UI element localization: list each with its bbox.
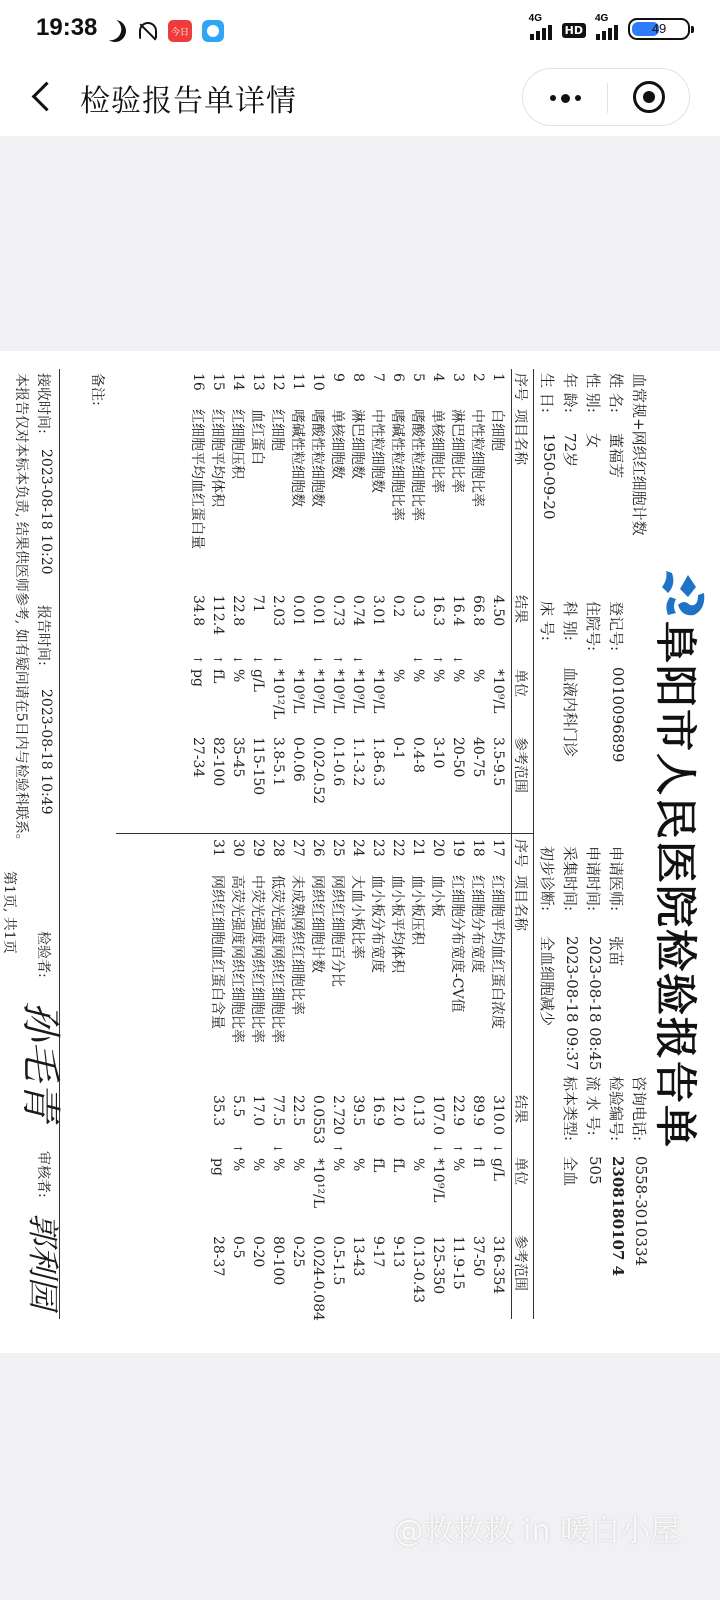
close-mini-program-button[interactable] [633, 81, 665, 113]
abnormal-flag: ↑ [231, 1144, 245, 1154]
table-row [448, 373, 468, 833]
col-range-right: 参考范围 [512, 1235, 528, 1291]
table-row [288, 373, 308, 833]
abnormal-flag: ↓ [491, 1144, 505, 1154]
reference-range: 37-50 [470, 1236, 486, 1277]
reference-range: 0.13-0.43 [410, 1236, 426, 1304]
hospital-logo-icon [660, 569, 712, 619]
result-value: 107.0 [430, 1095, 446, 1136]
abnormal-flag [288, 1144, 308, 1158]
unit: % [430, 669, 446, 683]
flow-no-value: 505 [586, 1156, 604, 1185]
doctor-value: 张苗 [607, 936, 625, 967]
result-value: 5.5 [230, 1095, 246, 1118]
table-row [208, 373, 228, 833]
signal-icon-2: 4G [596, 19, 618, 40]
result-value: 16.4 [450, 595, 466, 627]
reference-range: 0.024-0.084 [310, 1236, 326, 1321]
unit: g/L [490, 1158, 506, 1181]
reference-range: 9-17 [370, 1236, 386, 1268]
table-row [408, 839, 428, 1332]
unit: fL [390, 1158, 406, 1173]
unit: fl [470, 1158, 486, 1168]
item-name: 单核细胞比率 [429, 409, 445, 493]
abnormal-flag [468, 655, 488, 669]
item-name: 红细胞分布宽度 [469, 875, 485, 973]
item-name: 红细胞平均体积 [209, 409, 225, 507]
table-top-border [533, 369, 534, 1319]
abnormal-flag [288, 655, 308, 669]
row-number: 20 [430, 839, 446, 857]
reference-range: 316-354 [490, 1236, 506, 1295]
result-value: 0.2 [390, 595, 406, 618]
row-number: 7 [370, 373, 386, 382]
unit: *10¹²/L [310, 1158, 326, 1209]
table-row [468, 839, 488, 1332]
unit: % [390, 669, 406, 683]
row-number: 6 [390, 373, 406, 382]
signal-icon: 4G [530, 19, 552, 40]
reference-range: 0.02-0.52 [310, 737, 326, 805]
table-row [228, 373, 248, 833]
results-table-right [208, 839, 508, 1332]
result-value: 0.01 [310, 595, 326, 627]
result-value: 22.9 [450, 1095, 466, 1127]
table-row [228, 839, 248, 1332]
result-value: 112.4 [210, 595, 226, 636]
row-number: 10 [310, 373, 326, 391]
row-number: 15 [210, 373, 226, 391]
reference-range: 40-75 [470, 737, 486, 778]
table-row [408, 373, 428, 833]
table-row [388, 839, 408, 1332]
table-row [268, 373, 288, 833]
result-value: 22.5 [290, 1095, 306, 1127]
unit: *10¹²/L [270, 669, 286, 720]
diagnosis-value: 全血细胞减少 [538, 936, 556, 1027]
abnormal-flag [348, 1144, 368, 1158]
row-number: 30 [230, 839, 246, 857]
unit: g/L [250, 669, 266, 692]
table-row [388, 373, 408, 833]
battery-icon [628, 18, 690, 40]
item-name: 嗜酸性粒细胞比率 [409, 409, 425, 521]
item-name: 红细胞平均血红蛋白量 [189, 409, 205, 549]
abnormal-flag [488, 655, 508, 669]
unit: *10⁹/L [490, 669, 506, 714]
table-row [348, 373, 368, 833]
reference-range: 0-25 [290, 1236, 306, 1268]
abnormal-flag [368, 1144, 388, 1158]
row-number: 22 [390, 839, 406, 857]
reference-range: 0.5-1.5 [330, 1236, 346, 1286]
results-table-left [188, 373, 508, 833]
abnormal-flag [308, 1144, 328, 1158]
row-number: 27 [290, 839, 306, 857]
unit: *10⁹/L [430, 1158, 446, 1203]
row-number: 24 [350, 839, 366, 857]
status-time: 19:38 [36, 14, 98, 41]
row-number: 25 [330, 839, 346, 857]
age-label: 年 龄: [561, 373, 579, 413]
reference-range: 80-100 [270, 1236, 286, 1286]
capsule-divider [607, 83, 608, 113]
dept-value: 血液内科门诊 [561, 667, 579, 758]
unit: % [450, 1158, 466, 1172]
row-number: 26 [310, 839, 326, 857]
unit: pg [190, 669, 206, 687]
watermark: @救救救 in 暖白小屋 [393, 1514, 680, 1549]
unit: fL [210, 669, 226, 684]
battery-level: 49 [651, 21, 667, 36]
item-name: 网织红细胞百分比 [329, 875, 345, 987]
reviewer-signature: 郭利园 [24, 1213, 62, 1310]
item-name: 血小板 [429, 875, 445, 917]
unit: *10⁹/L [330, 669, 346, 714]
table-row [328, 373, 348, 833]
row-number: 12 [270, 373, 286, 391]
result-value: 22.8 [230, 595, 246, 627]
table-row [308, 839, 328, 1332]
collect-time-label: 采集时间: [561, 846, 579, 912]
item-name: 血小板压积 [409, 875, 425, 945]
row-number: 29 [250, 839, 266, 857]
table-row [348, 839, 368, 1332]
abnormal-flag: ↓ [431, 1144, 445, 1154]
abnormal-flag: ↑ [451, 1144, 465, 1154]
table-row [188, 373, 208, 833]
reference-range: 0-5 [230, 1236, 246, 1259]
sample-value: 全血 [561, 1156, 579, 1187]
abnormal-flag [408, 1144, 428, 1158]
reference-range: 115-150 [250, 737, 266, 796]
chat-app-icon [202, 20, 224, 42]
item-name: 中荧光强度网织红细胞比率 [249, 875, 265, 1043]
inpatient-label: 住院号: [584, 601, 602, 652]
status-right-icons [528, 13, 690, 40]
mini-program-capsule [522, 68, 690, 126]
reg-label: 登记号: [607, 601, 625, 652]
item-name: 红细胞分布宽度-CV值 [449, 875, 465, 1013]
unit: % [330, 1158, 346, 1172]
unit: *10⁹/L [290, 669, 306, 714]
item-name: 嗜碱性粒细胞比率 [389, 409, 405, 521]
report-rotated-content [0, 351, 720, 1353]
row-number: 31 [210, 839, 226, 857]
table-row [308, 373, 328, 833]
col-result-left: 结果 [512, 595, 528, 623]
news-app-icon: 今日 [168, 20, 192, 42]
reviewer-label: 审核者: [35, 1151, 51, 1198]
row-number: 3 [450, 373, 466, 382]
unit: % [250, 1158, 266, 1172]
phone-label: 咨询电话: [630, 1076, 648, 1142]
row-number: 23 [370, 839, 386, 857]
item-name: 血红蛋白 [249, 409, 265, 465]
disclaimer: 本报告仅对本标本负责, 结果供医师参考, 如有疑问请在5日内与检验科联系。 [13, 373, 29, 848]
item-name: 淋巴细胞比率 [449, 409, 465, 493]
abnormal-flag: ↓ [251, 655, 265, 665]
unit: % [350, 1158, 366, 1172]
abnormal-flag [388, 1144, 408, 1158]
result-value: 17.0 [250, 1095, 266, 1127]
reference-range: 28-37 [210, 1236, 226, 1277]
diagnosis-label: 初步诊断: [538, 846, 556, 912]
unit: *10⁹/L [310, 669, 326, 714]
dob-label: 生 日: [538, 373, 556, 413]
item-name: 淋巴细胞数 [349, 409, 365, 479]
result-value: 16.3 [430, 595, 446, 627]
reference-range: 13-43 [350, 1236, 366, 1277]
abnormal-flag: ↓ [351, 655, 365, 665]
table-row [368, 373, 388, 833]
table-row [288, 839, 308, 1332]
footer-top-border [59, 369, 60, 1319]
result-value: 0.74 [350, 595, 366, 627]
abnormal-flag: ↓ [271, 655, 285, 665]
item-name: 红细胞压积 [229, 409, 245, 479]
abnormal-flag: ↓ [411, 655, 425, 665]
table-row [428, 839, 448, 1332]
result-value: 12.0 [390, 1095, 406, 1127]
col-name-left: 项目名称 [512, 409, 528, 465]
row-number: 16 [190, 373, 206, 391]
row-number: 4 [430, 373, 446, 382]
result-value: 34.8 [190, 595, 206, 627]
reference-range: 1.8-6.3 [370, 737, 386, 787]
receive-label: 接收时间: [35, 373, 51, 434]
dept-label: 科 别: [561, 601, 579, 641]
abnormal-flag: ↑ [331, 1144, 345, 1154]
receive-time: 2023-08-18 10:20 [38, 449, 54, 575]
do-not-disturb-icon [101, 17, 129, 45]
item-name: 嗜酸性粒细胞数 [309, 409, 325, 507]
hd-icon: HD [562, 23, 586, 38]
item-name: 高荧光强度网织红细胞比率 [229, 875, 245, 1043]
abnormal-flag [368, 655, 388, 669]
col-no-left: 序号 [512, 373, 528, 401]
result-value: 310.0 [490, 1095, 506, 1136]
table-row [468, 373, 488, 833]
result-value: 77.5 [270, 1095, 286, 1127]
bed-label: 床 号: [538, 601, 556, 641]
abnormal-flag: ↓ [271, 1144, 285, 1154]
reference-range: 125-350 [430, 1236, 446, 1295]
result-value: 4.50 [490, 595, 506, 627]
tester-signature: 孙毛青 [17, 1001, 63, 1121]
reference-range: 27-34 [190, 737, 206, 778]
row-number: 2 [470, 373, 486, 382]
test-name: 血常规+网织红细胞计数 [630, 373, 648, 536]
muted-bell-icon [136, 20, 158, 42]
reference-range: 3-10 [430, 737, 446, 769]
abnormal-flag: ↑ [331, 655, 345, 665]
item-name: 未成熟网织红细胞比率 [289, 875, 305, 1015]
abnormal-flag [248, 1144, 268, 1158]
unit: *10⁹/L [350, 669, 366, 714]
patient-sex: 女 [584, 433, 602, 449]
patient-dob: 1950-09-20 [540, 433, 558, 520]
table-row [248, 373, 268, 833]
row-number: 21 [410, 839, 426, 857]
page-title: 检验报告单详情 [80, 84, 297, 119]
table-row [488, 373, 508, 833]
abnormal-flag: ↑ [211, 655, 225, 665]
reference-range: 35-45 [230, 737, 246, 778]
result-value: 66.8 [470, 595, 486, 627]
remark-label: 备注: [89, 373, 105, 406]
row-number: 19 [450, 839, 466, 857]
unit: % [410, 1158, 426, 1172]
unit: % [470, 669, 486, 683]
unit: % [290, 1158, 306, 1172]
tester-label: 检验者: [35, 931, 51, 978]
col-no-right: 序号 [512, 839, 528, 867]
col-result-right: 结果 [512, 1095, 528, 1123]
row-number: 11 [290, 373, 306, 391]
more-options-button[interactable] [545, 87, 585, 109]
result-value: 89.9 [470, 1095, 486, 1127]
abnormal-flag: ↓ [311, 655, 325, 665]
test-no-value: 2308180107 4 [609, 1156, 627, 1277]
unit: % [270, 1158, 286, 1172]
item-name: 单核细胞数 [329, 409, 345, 479]
item-name: 中性粒细胞数 [369, 409, 385, 493]
table-row [268, 839, 288, 1332]
sample-label: 标本类型: [561, 1076, 579, 1142]
result-value: 71 [250, 595, 266, 613]
reference-range: 3.8-5.1 [270, 737, 286, 787]
reference-range: 20-50 [450, 737, 466, 778]
patient-name: 董福芳 [607, 433, 625, 479]
result-value: 35.3 [210, 1095, 226, 1127]
col-unit-left: 单位 [512, 669, 528, 697]
hospital-title: 阜阳市人民医院检验报告单 [651, 621, 700, 1150]
apply-time-value: 2023-08-18 08:45 [586, 936, 604, 1071]
table-row [488, 839, 508, 1332]
report-label: 报告时间: [35, 605, 51, 666]
row-number: 9 [330, 373, 346, 382]
reference-range: 3.5-9.5 [490, 737, 506, 787]
status-left-icons [104, 16, 224, 46]
row-number: 28 [270, 839, 286, 857]
item-name: 血小板分布宽度 [369, 875, 385, 973]
report-time: 2023-08-18 10:49 [38, 689, 54, 815]
apply-time-label: 申请时间: [584, 846, 602, 912]
row-number: 8 [350, 373, 366, 382]
flow-no-label: 流 水 号: [584, 1076, 602, 1136]
status-bar [0, 0, 720, 62]
result-value: 16.9 [370, 1095, 386, 1127]
table-row [368, 839, 388, 1332]
table-row [328, 839, 348, 1332]
collect-time-value: 2023-08-18 09:37 [563, 936, 581, 1071]
back-arrow-icon[interactable] [24, 80, 60, 116]
unit: % [230, 669, 246, 683]
unit: % [450, 669, 466, 683]
name-label: 姓 名: [607, 373, 625, 413]
reference-range: 9-13 [390, 1236, 406, 1268]
item-name: 白细胞 [489, 409, 505, 451]
sex-label: 性 别: [584, 373, 602, 413]
result-value: 0.3 [410, 595, 426, 618]
abnormal-flag: ↓ [451, 655, 465, 665]
item-name: 网织红细胞计数 [309, 875, 325, 973]
result-value: 0.0553 [310, 1095, 326, 1144]
reference-range: 0-0.06 [290, 737, 306, 782]
page-info: 第1页, 共1页 [1, 871, 17, 954]
unit: % [230, 1158, 246, 1172]
item-name: 血小板平均体积 [389, 875, 405, 973]
table-center-divider [116, 833, 534, 834]
table-row [448, 839, 468, 1332]
unit: % [410, 669, 426, 683]
row-number: 1 [490, 373, 506, 382]
result-value: 0.73 [330, 595, 346, 627]
item-name: 红细胞 [269, 409, 285, 451]
item-name: 网织红细胞血红蛋白含量 [209, 875, 225, 1029]
abnormal-flag [388, 655, 408, 669]
item-name: 大血小板比率 [349, 875, 365, 959]
row-number: 18 [470, 839, 486, 857]
item-name: 嗜碱性粒细胞数 [289, 409, 305, 507]
reference-range: 0.4-8 [410, 737, 426, 773]
reference-range: 1.1-3.2 [350, 737, 366, 787]
col-name-right: 项目名称 [512, 875, 528, 931]
unit: fL [370, 1158, 386, 1173]
abnormal-flag: ↑ [471, 1144, 485, 1154]
abnormal-flag: ↓ [231, 655, 245, 665]
row-number: 5 [410, 373, 426, 382]
result-value: 0.01 [290, 595, 306, 627]
phone-value: 0558-3010334 [632, 1156, 650, 1267]
patient-age: 72岁 [561, 433, 579, 468]
row-number: 17 [490, 839, 506, 857]
reference-range: 11.9-15 [450, 1236, 466, 1290]
table-row [428, 373, 448, 833]
result-value: 2.03 [270, 595, 286, 627]
abnormal-flag [208, 1144, 228, 1158]
navigation-bar [0, 62, 720, 136]
abnormal-flag: ↑ [191, 655, 205, 665]
doctor-label: 申请医师: [607, 846, 625, 912]
item-name: 红细胞平均血红蛋白浓度 [489, 875, 505, 1029]
col-unit-right: 单位 [512, 1157, 528, 1185]
item-name: 中性粒细胞比率 [469, 409, 485, 507]
item-name: 低荧光强度网织红细胞比率 [269, 875, 285, 1043]
result-value: 39.5 [350, 1095, 366, 1127]
result-value: 3.01 [370, 595, 386, 627]
col-range-left: 参考范围 [512, 737, 528, 793]
reference-range: 0-20 [250, 1236, 266, 1268]
report-image[interactable] [0, 351, 720, 1353]
table-row [208, 839, 228, 1332]
reference-range: 82-100 [210, 737, 226, 787]
result-value: 2.720 [330, 1095, 346, 1136]
reference-range: 0-1 [390, 737, 406, 760]
test-no-label: 检验编号: [607, 1076, 625, 1142]
row-number: 13 [250, 373, 266, 391]
row-number: 14 [230, 373, 246, 391]
unit: *10⁹/L [370, 669, 386, 714]
unit: pg [210, 1158, 226, 1176]
reg-value: 0010096899 [609, 667, 627, 763]
reference-range: 0.1-0.6 [330, 737, 346, 787]
abnormal-flag: ↑ [431, 655, 445, 665]
result-value: 0.13 [410, 1095, 426, 1127]
table-row [248, 839, 268, 1332]
